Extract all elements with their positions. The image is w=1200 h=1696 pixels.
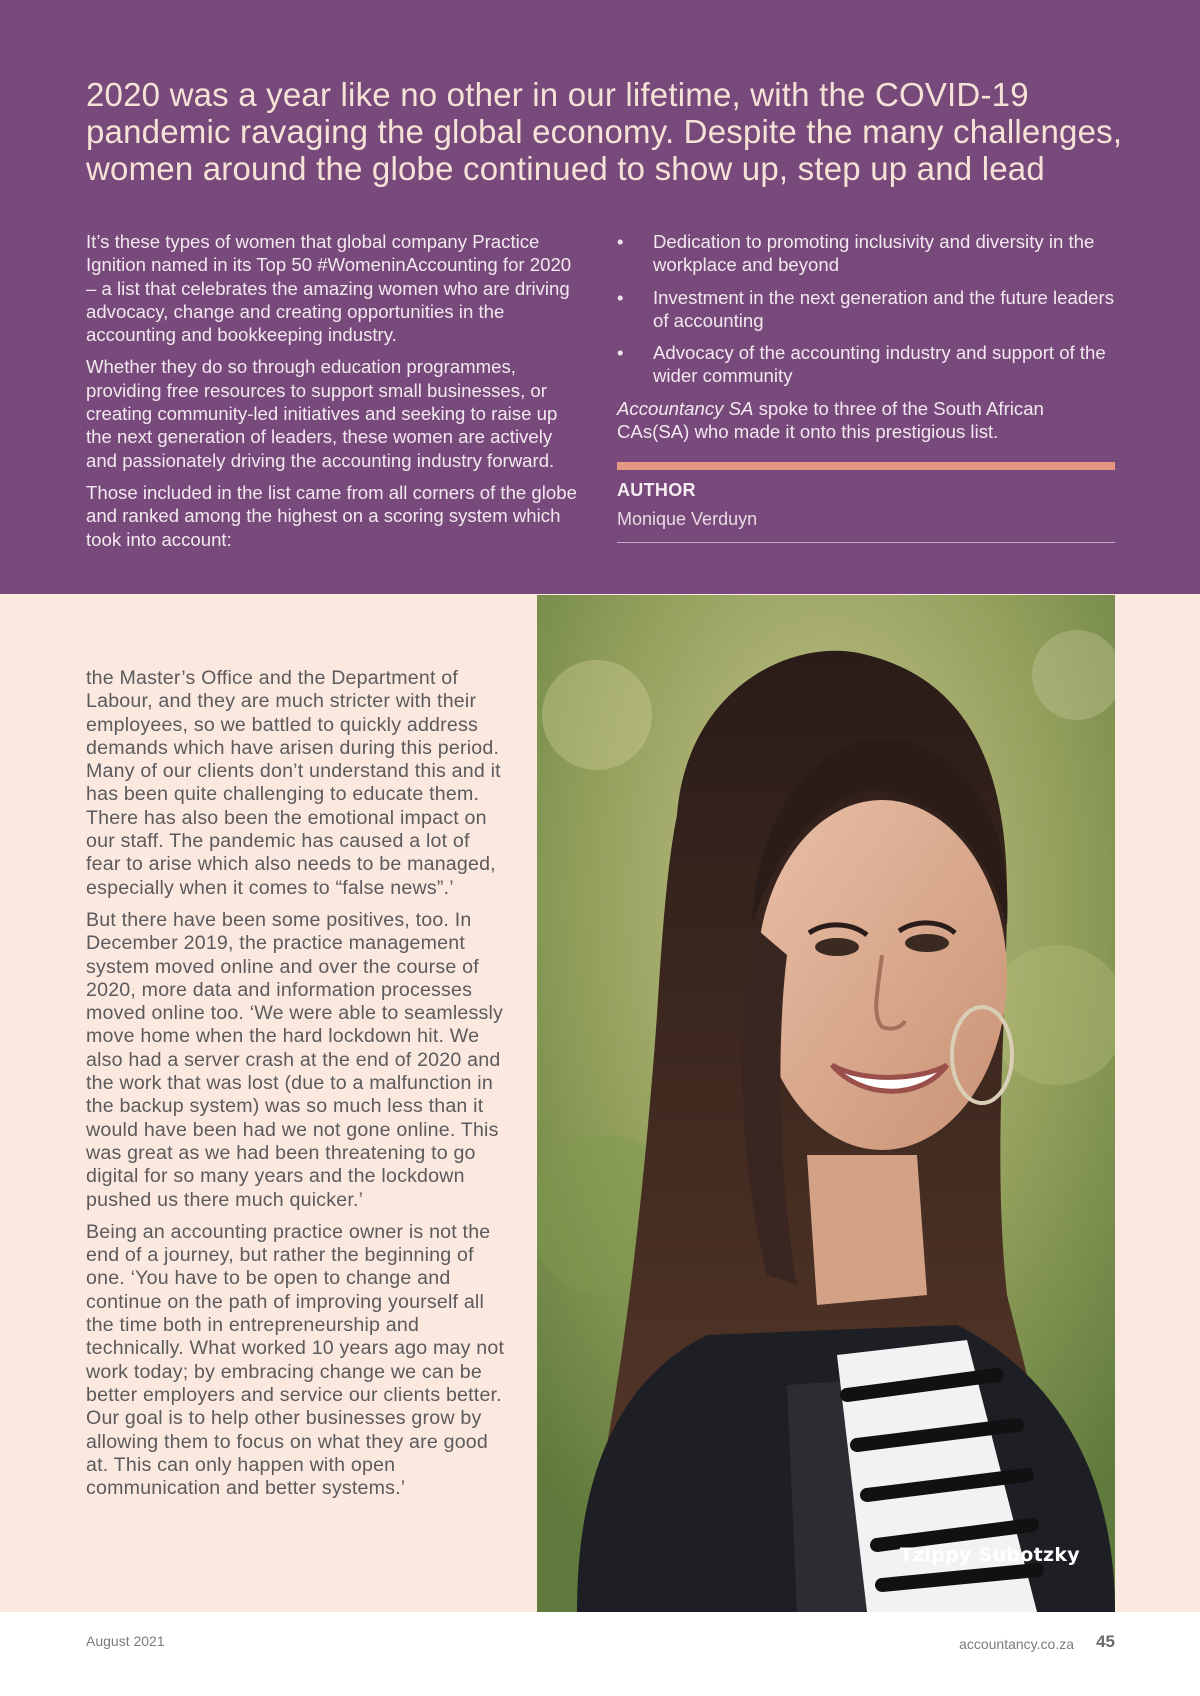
footer-website-link[interactable]: accountancy.co.za [959, 1636, 1074, 1652]
intro-closing [617, 397, 1115, 444]
criteria-item [617, 341, 1115, 388]
page-number: 45 [1096, 1632, 1115, 1651]
intro-paragraph: It’s these types of women that global company Practice Ignition named in its Top 50 #WomeninAccounting for 2020 – a list that celebrates the amazing women who are driving advocacy, change and creating opportunities in the accounting and bookkeeping industry. [86, 231, 572, 346]
portrait-illustration [537, 595, 1115, 1612]
criteria-item [617, 286, 1115, 333]
intro-closing-text: spoke to three of the South African CAs(SA) who made it onto this prestigious list. [617, 397, 1044, 443]
body-paragraph: the Master’s Office and the Department of Labour, and they are much stricter with their employees, so we battled to quickly address demands which have arisen during this period. Many of our clients don’t understand this and it has been quite challenging to educate them. There has also been the emotional impact on our staff. The pandemic has caused a lot of fear to arise which also needs to be managed, especially when it comes to “false news”.’ [86, 667, 501, 899]
footer-date: August 2021 [86, 1633, 165, 1649]
photo-caption: Tzippy Subotzky [899, 1544, 1080, 1566]
intro-panel [0, 0, 1200, 594]
body-paragraph: But there have been some positives, too. In December 2019, the practice management system moved online and over the course of 2020, more data and information processes moved online too. ‘We were able to seamlessly move home when the hard lockdown hit. We also had a server crash at the end of 2020 and the work that was lost (due to a malfunction in the backup system) was so much less than it would have been had we not gone online. This was great as we had been threatening to go digital for so many years and the lockdown pushed us there much quicker.’ [86, 908, 504, 1211]
portrait-photo [537, 595, 1115, 1612]
article-body [86, 667, 506, 1509]
headline: 2020 was a year like no other in our lifetime, with the COVID-19 pandemic ravaging the global economy. Despite the many challenges, women around the globe continued to show up, step up and lead [86, 76, 1123, 187]
criteria-text: Advocacy of the accounting industry and support of the wider community [653, 342, 1106, 387]
publication-name: Accountancy SA [617, 397, 754, 419]
bullet-icon: • [617, 231, 624, 252]
author-label: AUTHOR [617, 480, 696, 500]
bullet-icon: • [617, 342, 624, 364]
intro-left-column [86, 230, 581, 560]
intro-paragraph: Whether they do so through education programmes, providing free resources to support small businesses, or creating community-led initiatives and seeking to raise up the next generation of leaders, these women are actively and passionately driving the accounting industry forward. [86, 356, 558, 471]
bullet-icon: • [617, 286, 624, 308]
body-paragraph: Being an accounting practice owner is not the end of a journey, but rather the beginning of one. ‘You have to be open to change and continue on the path of improving yourself all the time both in entrepreneurship and technically. What worked 10 years ago may not work today; by embracing change we can be better employers and service our clients better. Our goal is to help other businesses grow by allowing them to focus on what they are good at. This can only happen with open communication and better systems.’ [86, 1220, 505, 1500]
author-divider [617, 542, 1115, 543]
criteria-list [617, 230, 1115, 388]
criteria-text: Dedication to promoting inclusivity and diversity in the workplace and beyond [653, 231, 1095, 276]
intro-paragraph: Those included in the list came from all corners of the globe and ranked among the highest on a scoring system which took into account: [86, 481, 577, 550]
author-accent-bar [617, 462, 1115, 470]
criteria-item [617, 230, 1115, 277]
author-name: Monique Verduyn [617, 509, 758, 529]
criteria-text: Investment in the next generation and the future leaders of accounting [653, 286, 1115, 331]
intro-right-column [617, 230, 1115, 443]
